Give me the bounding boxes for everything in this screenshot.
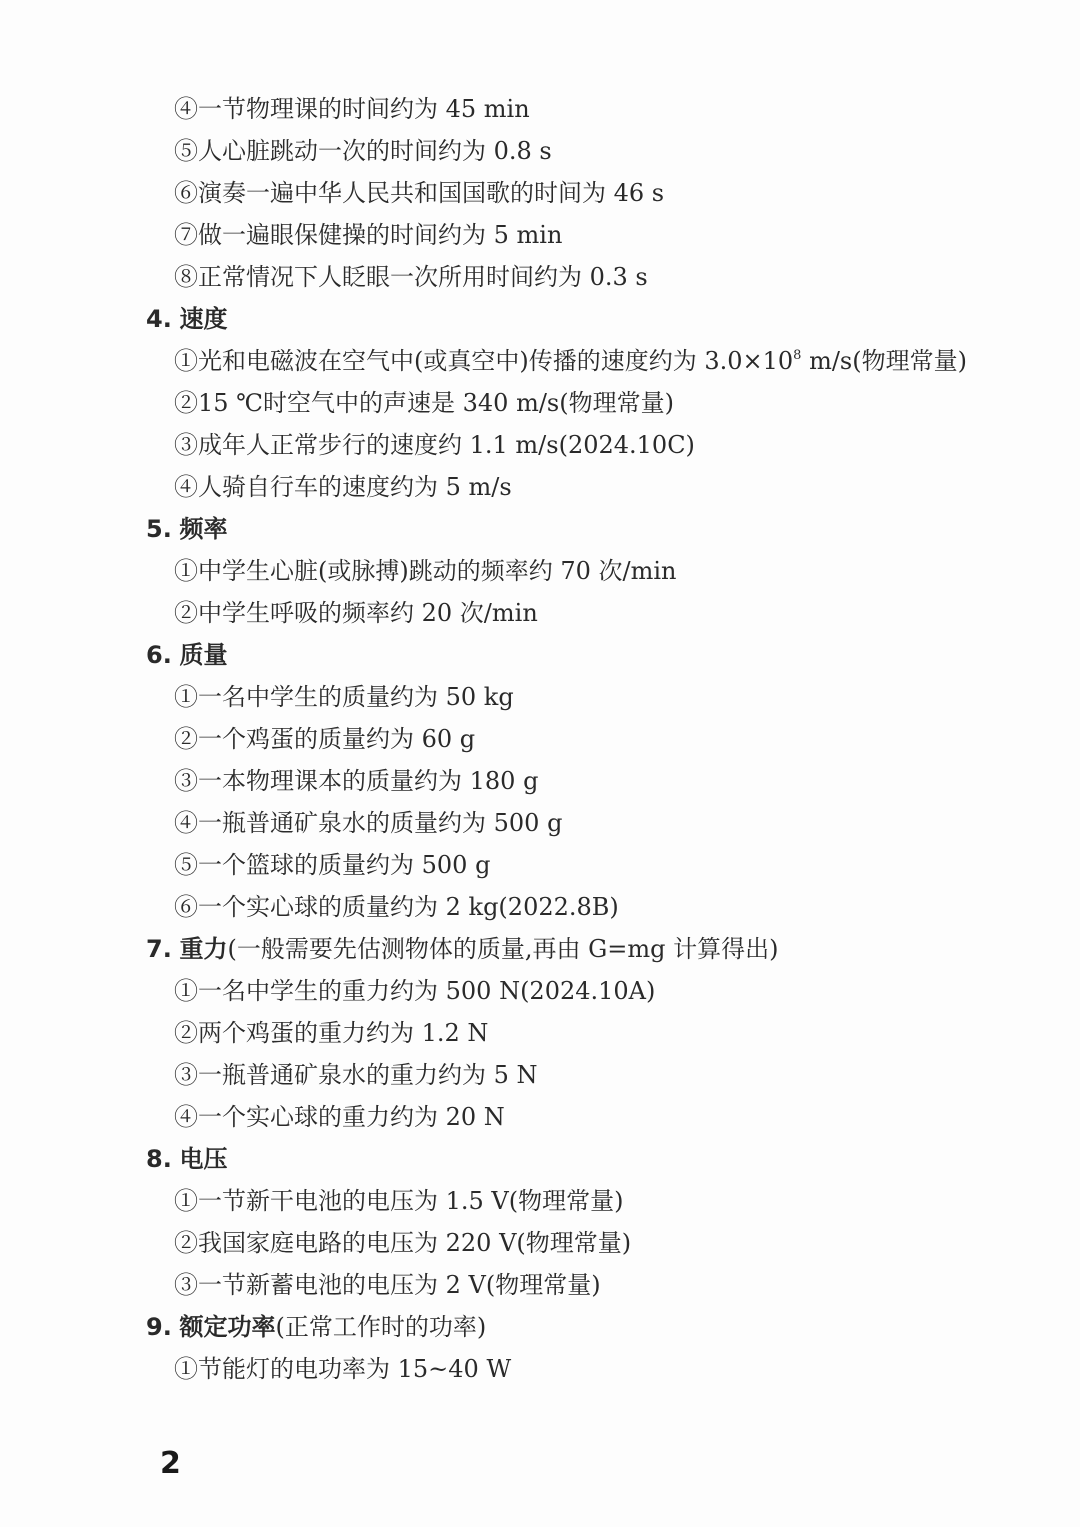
page-number: 2 [160, 1446, 181, 1481]
exponent: 8 [793, 348, 802, 363]
section-heading-gravity [146, 928, 1026, 970]
section-heading-mass [146, 634, 1026, 676]
list-item: ②中学生呼吸的频率约 20 次/min [174, 599, 538, 627]
list-item: ②我国家庭电路的电压为 220 V(物理常量) [174, 1229, 632, 1257]
section-title: 重力 [179, 935, 228, 963]
list-item: ④一节物理课的时间约为 45 min [174, 95, 530, 123]
list-item: ④一瓶普通矿泉水的质量约为 500 g [174, 809, 563, 837]
list-item: ①一节新干电池的电压为 1.5 V(物理常量) [174, 1187, 624, 1215]
list-item: ④人骑自行车的速度约为 5 m/s [174, 473, 512, 501]
section-number: 9. [146, 1313, 172, 1341]
section-number: 7. [146, 935, 172, 963]
section-title: 频率 [179, 515, 228, 543]
section-heading-voltage [146, 1138, 1026, 1180]
list-item: ②两个鸡蛋的重力约为 1.2 N [174, 1019, 489, 1047]
list-item: ①中学生心脏(或脉搏)跳动的频率约 70 次/min [174, 557, 677, 585]
section-title: 质量 [179, 641, 228, 669]
section-title: 额定功率 [179, 1313, 276, 1341]
list-item-text: ①光和电磁波在空气中(或真空中)传播的速度约为 3.0×10 [174, 347, 794, 375]
list-item-text: m/s(物理常量) [801, 347, 967, 375]
section-heading-speed [146, 298, 1026, 340]
list-item: ③成年人正常步行的速度约 1.1 m/s(2024.10C) [174, 431, 695, 459]
section-note: (正常工作时的功率) [275, 1313, 487, 1341]
list-item: ①一名中学生的重力约为 500 N(2024.10A) [174, 977, 656, 1005]
list-item: ⑦做一遍眼保健操的时间约为 5 min [174, 221, 563, 249]
list-item: ⑤人心脏跳动一次的时间约为 0.8 s [174, 137, 552, 165]
section-number: 6. [146, 641, 172, 669]
section-heading-frequency [146, 508, 1026, 550]
section-number: 4. [146, 305, 172, 333]
section-title: 电压 [179, 1145, 228, 1173]
list-item [146, 340, 994, 382]
page-content [146, 88, 1026, 1390]
list-item: ②一个鸡蛋的质量约为 60 g [174, 725, 476, 753]
list-item: ⑧正常情况下人眨眼一次所用时间约为 0.3 s [174, 263, 648, 291]
list-item: ⑥演奏一遍中华人民共和国国歌的时间为 46 s [174, 179, 665, 207]
list-item: ⑤一个篮球的质量约为 500 g [174, 851, 491, 879]
list-item: ④一个实心球的重力约为 20 N [174, 1103, 505, 1131]
section-heading-power [146, 1306, 1026, 1348]
section-number: 5. [146, 515, 172, 543]
section-number: 8. [146, 1145, 172, 1173]
list-item: ③一节新蓄电池的电压为 2 V(物理常量) [174, 1271, 601, 1299]
section-note: (一般需要先估测物体的质量,再由 G=mg 计算得出) [227, 935, 779, 963]
list-item: ⑥一个实心球的质量约为 2 kg(2022.8B) [174, 893, 619, 921]
list-item: ③一瓶普通矿泉水的重力约为 5 N [174, 1061, 538, 1089]
section-title: 速度 [179, 305, 228, 333]
list-item: ③一本物理课本的质量约为 180 g [174, 767, 539, 795]
list-item: ①节能灯的电功率为 15~40 W [174, 1355, 512, 1383]
list-item: ②15 ℃时空气中的声速是 340 m/s(物理常量) [174, 389, 674, 417]
list-item: ①一名中学生的质量约为 50 kg [174, 683, 514, 711]
